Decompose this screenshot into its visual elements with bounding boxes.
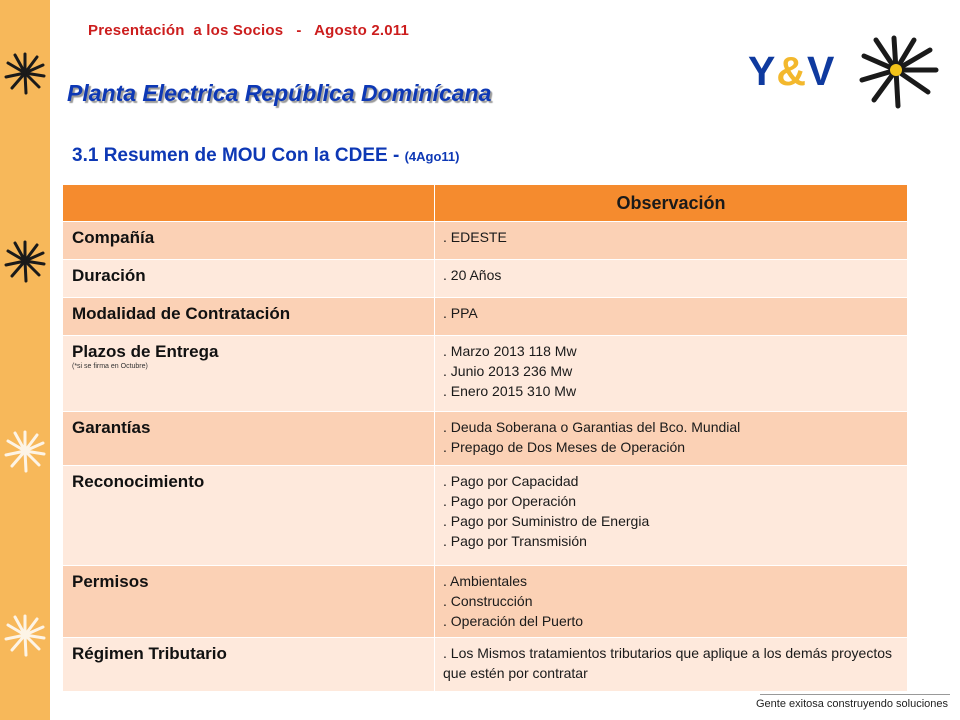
mou-summary-table	[62, 184, 908, 692]
table-row	[63, 466, 908, 566]
sun-logo-icon	[858, 34, 942, 110]
row-label: Plazos de Entrega (*si se firma en Octubre)	[63, 336, 435, 412]
row-value: . Deuda Soberana o Garantias del Bco. Mundial . Prepago de Dos Meses de Operación	[435, 412, 908, 466]
row-label: Régimen Tributario	[63, 638, 435, 692]
row-note: (*si se firma en Octubre)	[72, 363, 148, 370]
row-label: Duración	[63, 260, 435, 298]
sun-logo-icon	[2, 50, 48, 96]
table-row	[63, 336, 908, 412]
row-value: . Los Mismos tratamientos tributarios que aplique a los demás proyectos que estén por contratar	[435, 638, 908, 692]
row-value: . Marzo 2013 118 Mw . Junio 2013 236 Mw . Enero 2015 310 Mw	[435, 336, 908, 412]
table-row	[63, 638, 908, 692]
sun-logo-icon	[2, 428, 48, 474]
header-blank-cell	[63, 185, 435, 222]
table-row	[63, 260, 908, 298]
presentation-header: Presentación a los Socios - Agosto 2.011	[88, 22, 410, 39]
row-label: Compañía	[63, 222, 435, 260]
row-value: . PPA	[435, 298, 908, 336]
row-value: . Ambientales . Construcción . Operación del Puerto	[435, 566, 908, 638]
row-value: . EDESTE	[435, 222, 908, 260]
company-logo	[748, 34, 948, 110]
page-title: Planta Electrica República Dominícana	[67, 80, 492, 106]
row-label: Garantías	[63, 412, 435, 466]
row-value: . 20 Años	[435, 260, 908, 298]
table-row	[63, 298, 908, 336]
footer-slogan: Gente exitosa construyendo soluciones	[755, 698, 948, 710]
sun-logo-icon	[2, 612, 48, 658]
row-label: Permisos	[63, 566, 435, 638]
row-label: Modalidad de Contratación	[63, 298, 435, 336]
table-row	[63, 566, 908, 638]
table-header-row	[63, 185, 908, 222]
table-row	[63, 222, 908, 260]
row-value: . Pago por Capacidad . Pago por Operación . Pago por Suministro de Energia . Pago por Transmisión	[435, 466, 908, 566]
logo-wordmark: Y&V	[748, 48, 836, 94]
sun-logo-icon	[2, 238, 48, 284]
footer-divider	[760, 694, 950, 695]
section-subtitle: 3.1 Resumen de MOU Con la CDEE - (4Ago11)	[72, 145, 460, 166]
row-label: Reconocimiento	[63, 466, 435, 566]
column-header-observacion: Observación	[435, 185, 908, 222]
table-row	[63, 412, 908, 466]
sidebar-band	[0, 0, 50, 720]
